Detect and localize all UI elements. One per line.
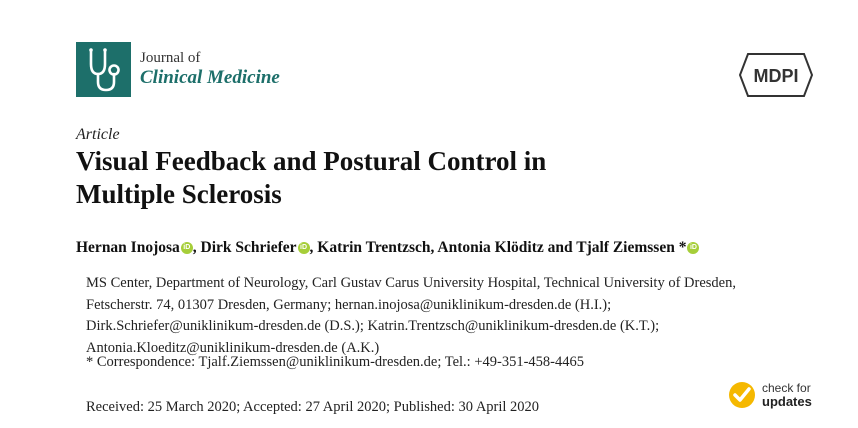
check-updates-line1: check for — [762, 381, 811, 395]
stethoscope-icon — [76, 42, 131, 97]
author-name[interactable]: Dirk Schriefer — [200, 239, 297, 256]
affiliation-line: MS Center, Department of Neurology, Carl Gustav Carus University Hospital, Technical University of Dresden, — [86, 275, 736, 291]
affiliation-line: Antonia.Kloeditz@uniklinikum-dresden.de (A.K.) — [86, 339, 380, 356]
title-line2: Multiple Sclerosis — [76, 179, 282, 209]
mdpi-hexagon-logo — [738, 52, 814, 98]
affiliation-line: Fetscherstr. 74, 01307 Dresden, Germany; hernan.inojosa@uniklinikum-dresden.de (H.I.); — [86, 296, 612, 313]
orcid-icon[interactable]: iD — [687, 242, 699, 254]
affiliation-line: Dirk.Schriefer@uniklinikum-dresden.de (D.S.); Katrin.Trentzsch@uniklinikum-dresden.de (K.T.); — [86, 318, 660, 334]
check-mark-icon — [727, 380, 757, 410]
author-name[interactable]: Hernan Inojosa — [76, 239, 180, 256]
publication-dates: Received: 25 March 2020; Accepted: 27 April 2020; Published: 30 April 2020 — [86, 399, 540, 415]
correspondence: * Correspondence: Tjalf.Ziemssen@uniklinikum-dresden.de; Tel.: +49-351-458-4465 — [86, 354, 584, 370]
paper-title — [76, 145, 716, 211]
author-name[interactable]: Katrin Trentzsch — [317, 239, 431, 256]
author-name[interactable]: Antonia Klöditz and Tjalf Ziemssen * — [437, 239, 687, 256]
publisher-name: MDPI — [753, 66, 799, 86]
affiliation — [86, 273, 826, 359]
journal-name — [140, 50, 280, 89]
publisher-logo — [738, 52, 814, 103]
orcid-icon[interactable]: iD — [181, 242, 193, 254]
title-line1: Visual Feedback and Postural Control in — [76, 146, 547, 176]
author-list: Hernan Inojosa iD , Dirk Schriefer iD , Katrin Trentzsch, Antonia Klöditz and Tjalf Ziemssen * iD — [76, 239, 699, 257]
orcid-icon[interactable]: iD — [298, 242, 310, 254]
journal-name-line1: Journal of — [140, 50, 201, 66]
article-type: Article — [76, 126, 120, 143]
check-updates-line2: updates — [762, 394, 812, 409]
check-for-updates-button[interactable] — [727, 380, 812, 410]
journal-logo — [76, 42, 131, 97]
journal-name-line2: Clinical Medicine — [140, 67, 280, 89]
